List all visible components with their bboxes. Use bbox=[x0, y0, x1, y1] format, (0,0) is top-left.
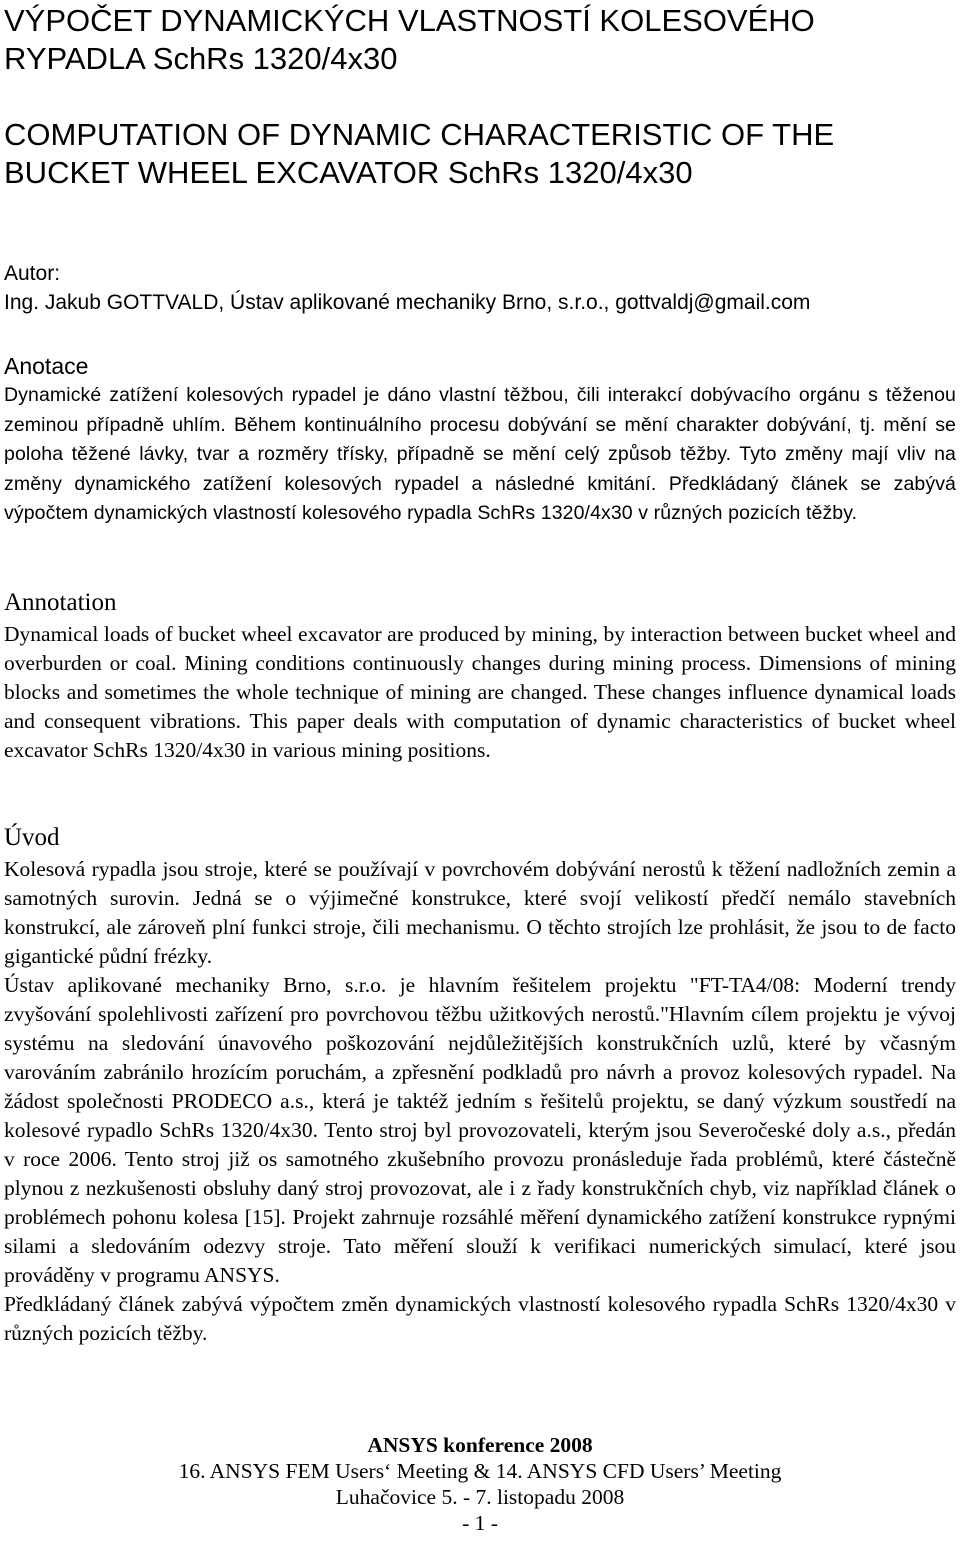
annotation-heading: Annotation bbox=[4, 589, 117, 616]
uvod-paragraph-3: Předkládaný článek zabývá výpočtem změn dynamických vlastností kolesového rypadla SchRs 1320/4x30 v různých pozicích těžby. bbox=[4, 1292, 956, 1345]
title-english-line-2: BUCKET WHEEL EXCAVATOR SchRs 1320/4x30 bbox=[4, 155, 693, 190]
title-czech bbox=[4, 2, 956, 78]
author-label: Autor: bbox=[4, 262, 61, 285]
uvod-heading: Úvod bbox=[4, 824, 60, 851]
title-czech-line-2: RYPADLA SchRs 1320/4x30 bbox=[4, 41, 398, 76]
uvod-paragraph-2: Ústav aplikované mechaniky Brno, s.r.o. je hlavním řešitelem projektu "FT-TA4/08: Moderní trendy zvyšování spolehlivosti zařízení pro povrchovou těžbu užitkových nerostů."Hlavním cílem projektu je vývoj systému na sledování únavového poškozování nejdůležitějších konstrukčních uzlů, které by včasným varováním zabránilo hrozícím poruchám, a zpřesnění podkladů pro návrh a provoz kolesových rypadel. Na žádost společnosti PRODECO a.s., která je taktéž jedním s řešitelů projektu, se daný výzkum soustředí na kolesové rypadlo SchRs 1320/4x30. Tento stroj byl provozovateli, kterým jsou Severočeské doly a.s., předán v roce 2006. Tento stroj již os samotného zkušebního provozu pronásleduje řada problémů, které částečně plynou z nezkušenosti obsluhy daný stroj provozovat, ale i z řady konstrukčních chyb, viz například článek o problémech pohonu kolesa [15]. Projekt zahrnuje rozsáhlé měření dynamického zatížení konstrukce rypnými silami a sledováním odezvy stroje. Tato měření slouží k verifikaci numerických simulací, které jsou prováděny v programu ANSYS. bbox=[4, 973, 956, 1287]
annotation-text bbox=[4, 620, 956, 765]
page-number: - 1 - bbox=[462, 1511, 498, 1535]
footer-meeting: 16. ANSYS FEM Users‘ Meeting & 14. ANSYS CFD Users’ Meeting bbox=[178, 1459, 782, 1483]
title-english bbox=[4, 116, 956, 192]
anotace-text bbox=[4, 381, 956, 529]
uvod-text bbox=[4, 855, 956, 1348]
anotace-heading: Anotace bbox=[4, 353, 89, 379]
title-english-line-1: COMPUTATION OF DYNAMIC CHARACTERISTIC OF THE bbox=[4, 117, 835, 152]
page-footer bbox=[0, 1432, 960, 1536]
anotace-paragraph: Dynamické zatížení kolesových rypadel je dáno vlastní těžbou, čili interakcí dobývacího orgánu s těženou zeminou případně uhlím. Během kontinuálního procesu dobývání se mění charakter dobývání, tj. mění se poloha těžené lávky, tvar a rozměry třísky, případně se mění celý způsob těžby. Tyto změny mají vliv na změny dynamického zatížení kolesových rypadel a následné kmitání. Předkládaný článek se zabývá výpočtem dynamických vlastností kolesového rypadla SchRs 1320/4x30 v různých pozicích těžby. bbox=[4, 384, 956, 524]
annotation-paragraph: Dynamical loads of bucket wheel excavator are produced by mining, by interaction between bucket wheel and overburden or coal. Mining conditions continuously changes during mining process. Dimensions of mining blocks and sometimes the whole technique of mining are changed. These changes influence dynamical loads and consequent vibrations. This paper deals with computation of dynamic characteristics of bucket wheel excavator SchRs 1320/4x30 in various mining positions. bbox=[4, 622, 956, 762]
title-czech-line-1: VÝPOČET DYNAMICKÝCH VLASTNOSTÍ KOLESOVÉHO bbox=[4, 3, 815, 38]
uvod-paragraph-1: Kolesová rypadla jsou stroje, které se používají v povrchovém dobývání nerostů k těžení nadložních zemin a samotných surovin. Jedná se o výjimečné konstrukce, které svojí velikostí předčí nemálo stavebních konstrukcí, ale zároveň plní funkci stroje, čili mechanismu. O těchto strojích lze prohlásit, že jsou to de facto gigantické půdní frézky. bbox=[4, 857, 956, 968]
footer-place-date: Luhačovice 5. - 7. listopadu 2008 bbox=[335, 1485, 625, 1509]
footer-conference: ANSYS konference 2008 bbox=[367, 1433, 593, 1457]
author-line: Ing. Jakub GOTTVALD, Ústav aplikované mechaniky Brno, s.r.o., gottvaldj@gmail.com bbox=[4, 291, 811, 314]
